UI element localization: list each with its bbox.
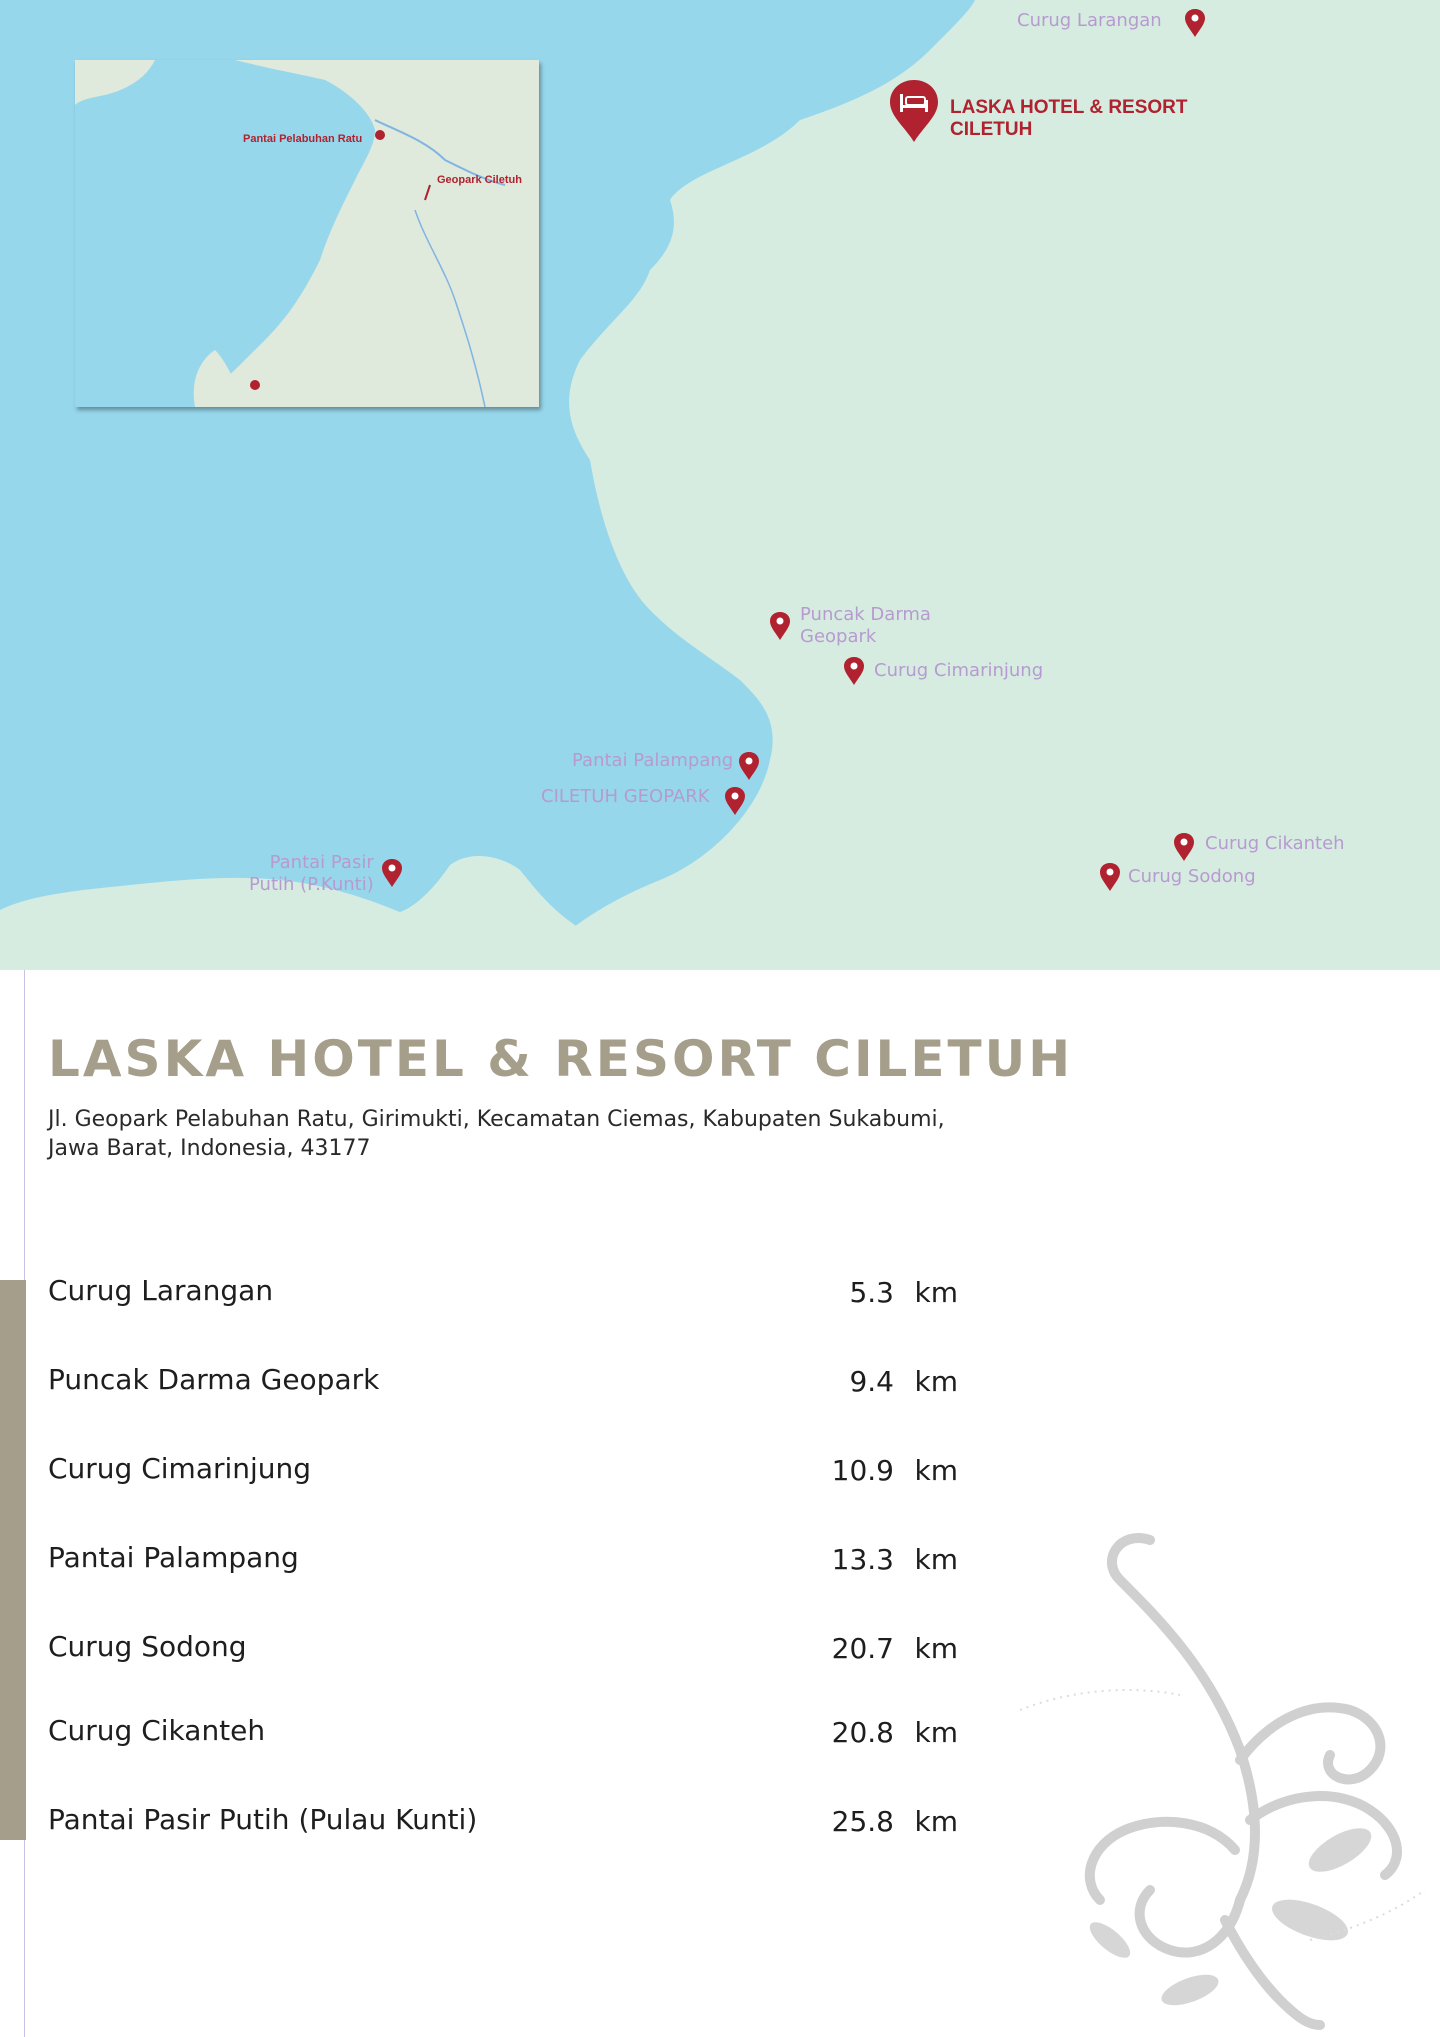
- map-pin-icon[interactable]: [1184, 8, 1206, 38]
- hotel-bed-pin-icon[interactable]: [888, 78, 940, 144]
- map-pin-icon[interactable]: [381, 858, 403, 888]
- map-pin-icon[interactable]: [738, 751, 760, 781]
- destination-name: Pantai Pasir Putih (Pulau Kunti): [48, 1803, 478, 1836]
- distance-unit: km: [914, 1543, 958, 1576]
- map-pin-icon[interactable]: [843, 656, 865, 686]
- label-curug-cikanteh: Curug Cikanteh: [1205, 833, 1345, 854]
- label-curug-cimarinjung: Curug Cimarinjung: [874, 660, 1044, 681]
- address-line1: Jl. Geopark Pelabuhan Ratu, Girimukti, Kecamatan Ciemas, Kabupaten Sukabumi,: [48, 1107, 945, 1132]
- hotel-label-line1: LASKA HOTEL & RESORT: [950, 97, 1188, 118]
- destination-distance: 5.3: [849, 1276, 894, 1309]
- map-pin-icon[interactable]: [1099, 862, 1121, 892]
- inset-label-geopark: Geopark Ciletuh: [437, 174, 522, 186]
- destination-name: Curug Larangan: [48, 1274, 274, 1307]
- map[interactable]: [0, 0, 1440, 970]
- destination-distance: 10.9: [831, 1454, 894, 1487]
- destination-name: Curug Cikanteh: [48, 1714, 266, 1747]
- label-puncak-darma-line2: Geopark: [800, 626, 877, 647]
- label-ciletuh-geopark: CILETUH GEOPARK: [541, 786, 710, 807]
- map-pin-icon[interactable]: [724, 786, 746, 816]
- destination-name: Curug Cimarinjung: [48, 1452, 312, 1485]
- distance-row: [48, 1803, 958, 1843]
- destination-name: Puncak Darma Geopark: [48, 1363, 380, 1396]
- hotel-address: [48, 1105, 1008, 1163]
- label-pasir-putih-line1: Pantai Pasir: [269, 852, 374, 873]
- hotel-label: [950, 97, 1188, 141]
- distance-unit: km: [914, 1632, 958, 1665]
- inset-label-pelabuhan: Pantai Pelabuhan Ratu: [243, 133, 363, 145]
- destination-name: Curug Sodong: [48, 1630, 247, 1663]
- distance-unit: km: [914, 1805, 958, 1838]
- distance-unit: km: [914, 1365, 958, 1398]
- distance-unit: km: [914, 1276, 958, 1309]
- label-puncak-darma-line1: Puncak Darma: [800, 604, 931, 625]
- distance-row: [48, 1274, 958, 1314]
- destination-name: Pantai Palampang: [48, 1541, 299, 1574]
- distance-row: [48, 1452, 958, 1492]
- distance-row: [48, 1363, 958, 1403]
- label-curug-sodong: Curug Sodong: [1128, 866, 1256, 887]
- destination-distance: 20.8: [831, 1716, 894, 1749]
- address-line2: Jawa Barat, Indonesia, 43177: [48, 1136, 371, 1161]
- map-pin-icon[interactable]: [769, 611, 791, 641]
- label-curug-larangan: Curug Larangan: [1017, 10, 1162, 31]
- label-pasir-putih-line2: Putih (P.Kunti): [249, 874, 374, 895]
- distance-row: [48, 1714, 958, 1754]
- inset-map-background: [75, 60, 539, 407]
- destination-distance: 9.4: [849, 1365, 894, 1398]
- map-pin-icon[interactable]: [1173, 832, 1195, 862]
- inset-map: [75, 60, 539, 407]
- destination-distance: 20.7: [831, 1632, 894, 1665]
- destination-distance: 25.8: [831, 1805, 894, 1838]
- distance-row: [48, 1541, 958, 1581]
- accent-bar: [0, 1280, 26, 1840]
- label-pantai-palampang: Pantai Palampang: [572, 750, 734, 771]
- hotel-title: LASKA HOTEL & RESORT CILETUH: [48, 1030, 1074, 1088]
- label-puncak-darma-geopark: [800, 604, 931, 648]
- distance-unit: km: [914, 1454, 958, 1487]
- label-pantai-pasir-putih: [249, 852, 374, 896]
- hotel-label-line2: CILETUH: [950, 119, 1033, 140]
- destination-distance: 13.3: [831, 1543, 894, 1576]
- distance-unit: km: [914, 1716, 958, 1749]
- decorative-swirl-ornament: [1010, 1520, 1430, 2030]
- distance-row: [48, 1630, 958, 1670]
